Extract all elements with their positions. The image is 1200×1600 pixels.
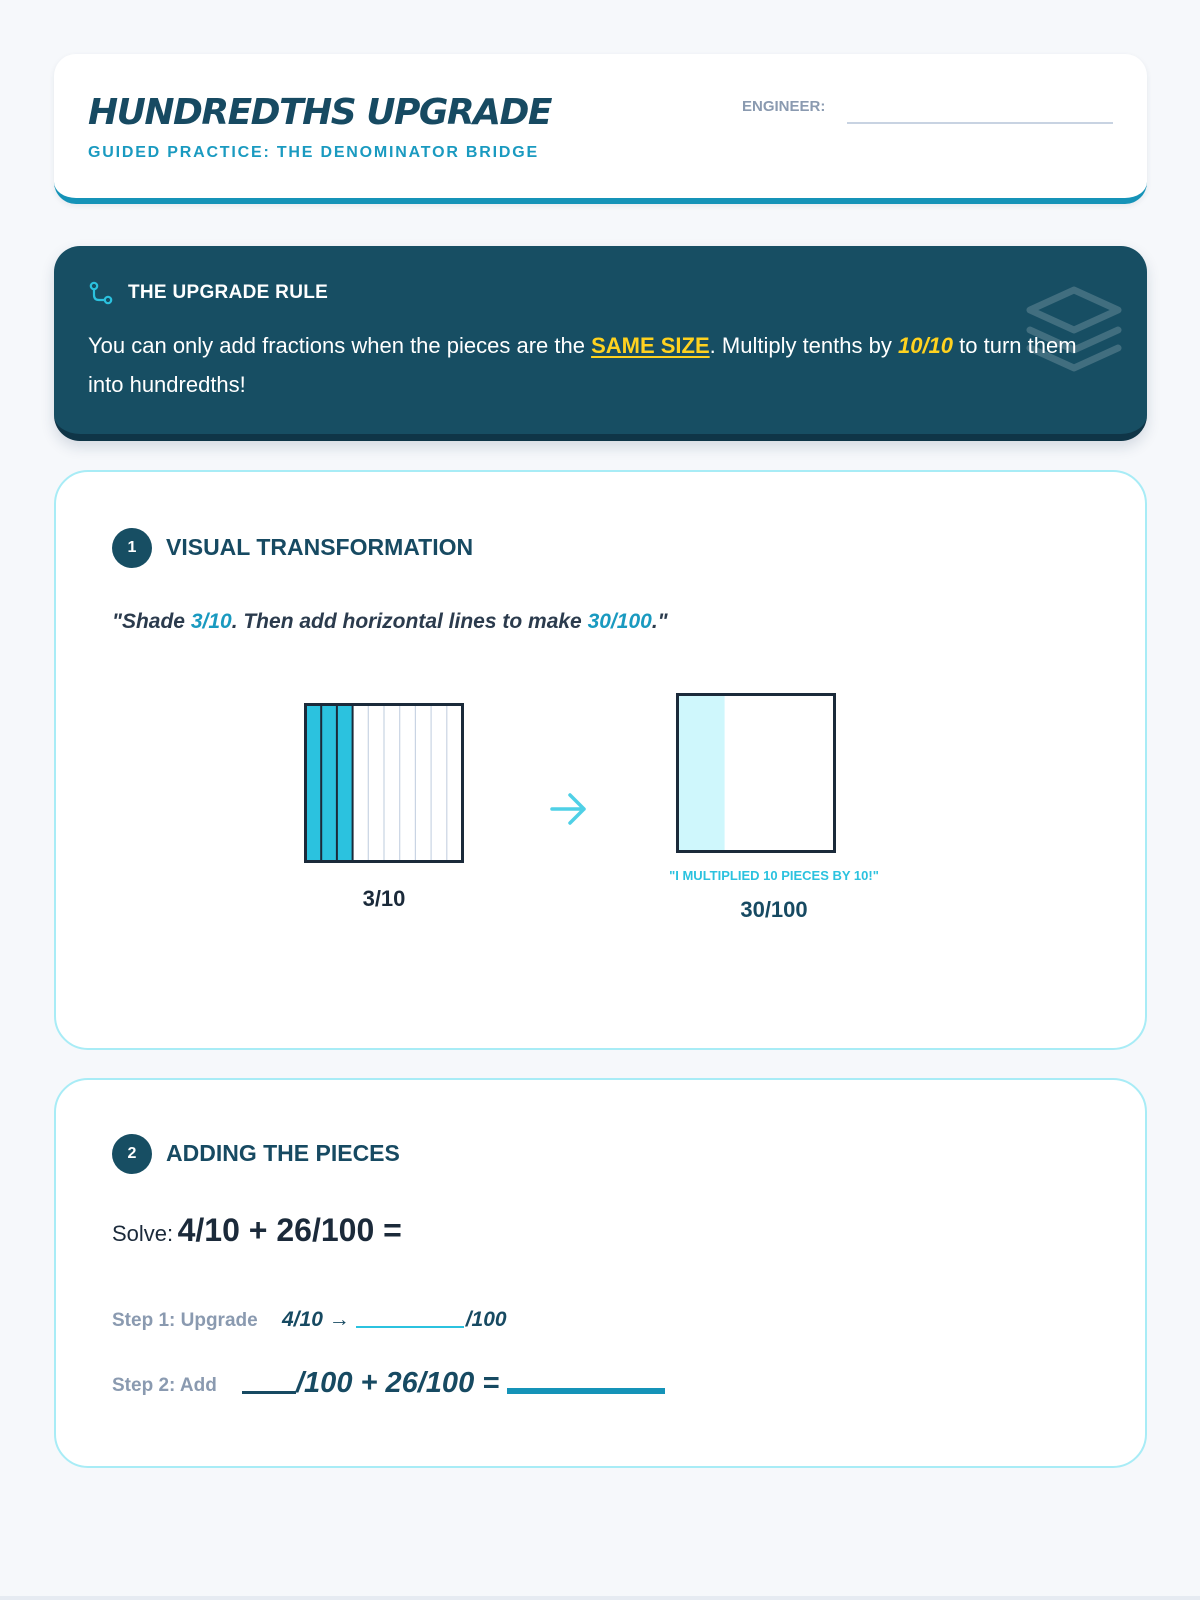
shaded-column [337,705,353,862]
prompt-middle: . Then add horizontal lines to make [231,610,588,633]
adding-pieces-section [54,1078,1147,1468]
section-heading: VISUAL TRANSFORMATION [166,534,474,560]
rule-text [88,326,1088,404]
shaded-region [678,695,725,852]
prompt-fraction-tenths: 3/10 [190,610,232,633]
step2-equation [242,1367,665,1400]
tenths-label: 3/10 [362,886,406,911]
engineer-name-field[interactable] [847,122,1113,124]
prompt-open: "Shade [112,610,191,633]
route-icon [88,280,114,306]
solve-label: Solve: [112,1221,174,1246]
step1-right: /100 [465,1308,507,1331]
page-subtitle: GUIDED PRACTICE: THE DENOMINATOR BRIDGE [88,144,539,161]
final-answer-blank[interactable] [507,1388,665,1394]
step2-expression: /100 + 26/100 = [296,1367,500,1399]
multiplied-caption: "I MULTIPLIED 10 PIECES BY 10!" [669,868,879,883]
rule-text-before: You can only add fractions when the pieces are the [88,333,592,358]
page-title: HUNDREDTHS UPGRADE [88,92,551,133]
arrow-right-icon [548,788,590,830]
solve-problem [112,1212,402,1249]
shading-prompt [112,610,668,634]
hundredths-grid[interactable] [676,693,836,853]
shaded-column [321,705,337,862]
rule-text-middle: . Multiply tenths by [709,333,898,358]
visual-transformation-section [54,470,1147,1050]
hundredths-label: 30/100 [740,897,808,922]
upgrade-rule-banner [54,246,1147,441]
step2-numerator-blank[interactable] [242,1391,296,1394]
solve-equation: 4/10 + 26/100 = [177,1212,402,1248]
prompt-close: ." [651,610,668,633]
step2-label: Step 2: Add [112,1375,217,1396]
section-number-badge: 2 [112,1134,152,1174]
tenths-grid[interactable] [304,703,464,863]
page-bottom-edge [0,1596,1200,1600]
step1-label: Step 1: Upgrade [112,1310,258,1331]
section-heading: ADDING THE PIECES [166,1140,400,1166]
step1-answer-blank[interactable] [356,1326,464,1328]
shaded-column [306,705,322,862]
step1-equation [282,1308,507,1332]
layers-icon [1014,268,1134,388]
rule-text-after: to turn them into hundredths! [88,333,1077,397]
rule-heading: THE UPGRADE RULE [128,282,329,303]
same-size-highlight: SAME SIZE [591,333,710,358]
prompt-fraction-hundredths: 30/100 [587,610,652,633]
header-card [54,54,1147,204]
engineer-label: ENGINEER: [742,98,826,115]
step1-left: 4/10 → [282,1308,350,1331]
multiplier-highlight: 10/10 [897,333,954,358]
section-number-badge: 1 [112,528,152,568]
